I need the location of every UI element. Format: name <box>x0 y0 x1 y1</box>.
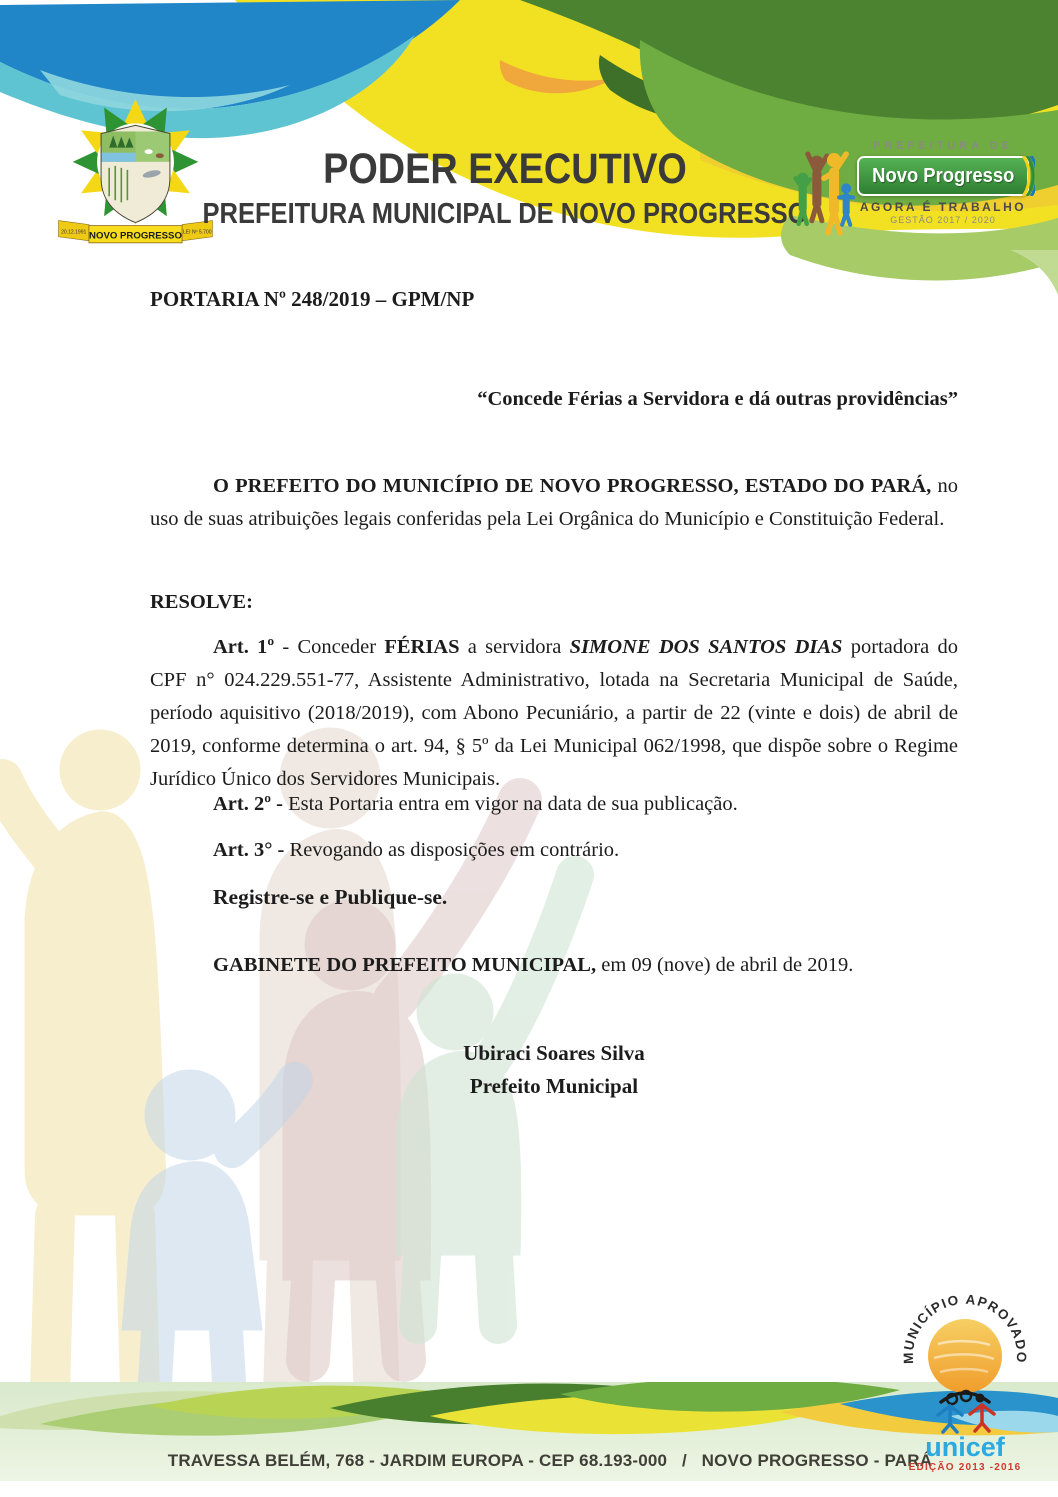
article-1-servant-name: SIMONE DOS SANTOS DIAS <box>569 636 843 658</box>
article-2-text: Esta Portaria entra em vigor na data de sua publicação. <box>282 793 738 815</box>
article-1-text3: portadora do CPF n° 024.229.551-77, Assistente Administrativo, lotada na Secretaria Municipal de Saúde, período aquisitivo (2018/2019), com Abono Pecuniário, a partir de 22 (vinte e dois) de abril de 2019, conforme determina o art. 94, § 5º da Lei Municipal 062/1998, que dispõe sobre o Regime Jurídico Único dos Servidores Municipais. <box>150 636 959 790</box>
article-1 <box>150 631 958 796</box>
poder-executivo-title: PODER EXECUTIVO <box>323 145 687 193</box>
article-3 <box>150 834 958 867</box>
logo-city-name: Novo Progresso <box>871 164 1015 187</box>
header-titles <box>155 146 855 231</box>
unicef-seal <box>886 1280 1046 1492</box>
logo-prefeitura-de: PREFEITURA DE <box>872 140 1014 152</box>
seal-edition-text: EDIÇÃO 2013 -2016 <box>908 1462 1022 1473</box>
preamble <box>150 470 958 536</box>
article-1-label: Art. 1º <box>213 636 275 658</box>
register-publish-line: Registre-se e Publique-se. <box>213 885 448 909</box>
logo-slogan: AGORA É TRABALHO <box>859 200 1027 214</box>
epigraph: “Concede Férias a Servidora e dá outras providências” <box>477 388 958 410</box>
footer-address: TRAVESSA BELÉM, 768 - JARDIM EUROPA - CEP 68.193-000 / NOVO PROGRESSO - PARÁ <box>167 1451 933 1470</box>
preamble-bold: O PREFEITO DO MUNICÍPIO DE NOVO PROGRESSO, ESTADO DO PARÁ, <box>213 475 932 497</box>
seal-arc-text: MUNICÍPIO APROVADO <box>900 1291 1030 1365</box>
prefeitura-subtitle: PREFEITURA MUNICIPAL DE NOVO PROGRESSO <box>202 198 808 230</box>
article-2-label: Art. 2º - <box>213 793 283 815</box>
seal-unicef-wordmark: unicef <box>925 1432 1005 1462</box>
family-figures-icon <box>793 148 865 244</box>
document-body <box>150 283 958 1103</box>
gabinete-line <box>150 949 958 982</box>
article-1-ferias: FÉRIAS <box>384 636 460 658</box>
crest-right-ribbon-text: LEI Nº 5.700 <box>183 229 212 236</box>
logo-banner <box>857 156 1029 196</box>
article-3-label: Art. 3° - <box>213 839 285 861</box>
document-number: PORTARIA Nº 248/2019 – GPM/NP <box>150 287 475 311</box>
gabinete-bold: GABINETE DO PREFEITO MUNICIPAL, <box>213 954 597 976</box>
article-1-text2: a servidora <box>459 636 570 658</box>
logo-text-block <box>857 140 1029 225</box>
logo-banner-stripes <box>1021 156 1035 196</box>
article-3-text: Revogando as disposições em contrário. <box>284 839 620 861</box>
seal-figures-icon <box>938 1391 994 1432</box>
signature-block <box>150 1037 958 1103</box>
preamble-text: no uso de suas atribuições legais conferidas pela Lei Orgânica do Município e Constituição Federal. <box>150 475 958 530</box>
article-1-text: - Conceder <box>274 636 385 658</box>
article-2 <box>150 788 958 821</box>
prefeitura-logo <box>793 140 1033 250</box>
resolve-heading: RESOLVE: <box>150 591 253 613</box>
signature-name: Ubiraci Soares Silva <box>463 1041 645 1065</box>
logo-term: GESTÃO 2017 / 2020 <box>890 215 996 225</box>
gabinete-text: em 09 (nove) de abril de 2019. <box>596 954 854 976</box>
crest-motto-text: NOVO PROGRESSO <box>89 230 182 242</box>
crest-left-ribbon-text: 20.12.1991 <box>61 229 87 236</box>
signature-role: Prefeito Municipal <box>469 1074 639 1098</box>
